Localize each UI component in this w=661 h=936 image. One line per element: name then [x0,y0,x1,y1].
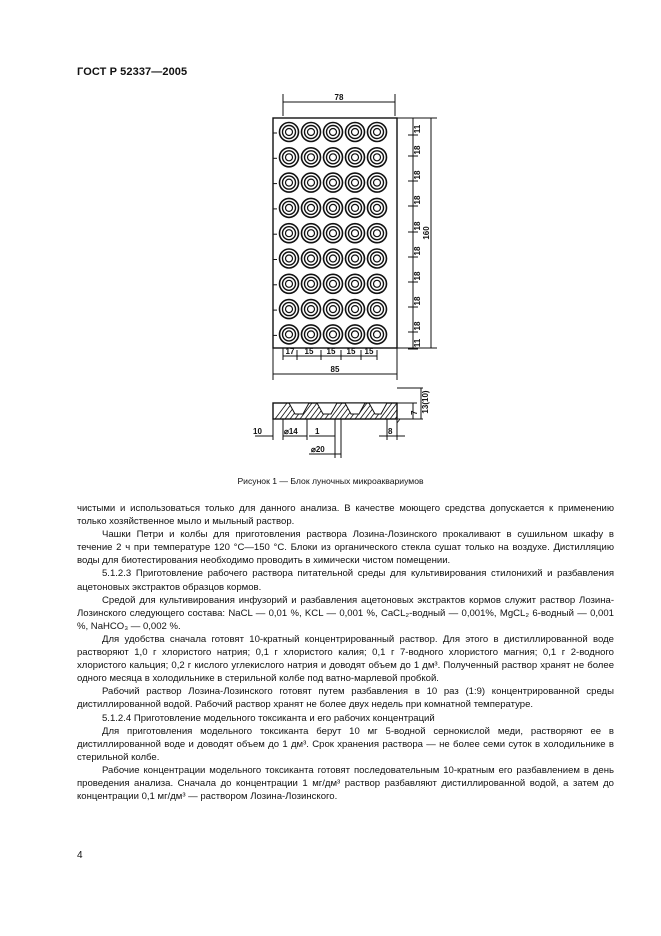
dim-row-spacing: 18 [413,195,422,205]
well-icon [368,148,387,167]
well-icon [280,148,299,167]
well-icon [368,198,387,217]
well-icon [346,249,365,268]
dim-section-diam: ⌀14 [284,427,298,436]
paragraph: Рабочий раствор Лозина-Лозинского готовят путем разбавления в 10 раз (1:9) концентрированной среды дистиллированной водой. Рабочий раствор хранят не более двух недель при комнатной температуре. [77,686,614,711]
well-icon [280,224,299,243]
well-icon [368,300,387,319]
figure-caption: Рисунок 1 — Блок луночных микроаквариумов [237,476,424,486]
paragraph: Чашки Петри и колбы для приготовления раствора Лозина-Лозинского прокаливают в сушильном шкафу в течение 2 ч при температуре 120 °С—150 °С. Блоки из органического стекла сушат только на воздухе. Дистилляцию воды для биотестирования необходимо проводить в химически чистом помещении. [77,529,614,567]
well-icon [280,274,299,293]
well-icon [302,123,321,142]
well-icon [368,325,387,344]
well-icon [324,148,343,167]
dim-col-spacing: 15 [346,347,356,356]
well-icon [280,198,299,217]
page-number: 4 [77,850,83,861]
well-icon [324,325,343,344]
dim-row-spacing: 18 [413,296,422,306]
section-heading: 5.1.2.3 Приготовление рабочего раствора питательной среды для культивирования стилонихий и разбавления ацетоновых экстрактов образцов кормов. [77,568,614,593]
body-text [77,502,614,803]
well-icon [346,224,365,243]
well-icon [324,224,343,243]
dim-section-height: 13(10) [421,390,430,414]
well-icon [280,249,299,268]
well-icon [302,224,321,243]
well-icon [324,198,343,217]
paragraph: Рабочие концентрации модельного токсиканта готовят последовательным 10-кратным его разбавлением в день проведения анализа. Сначала до концентрации 1 мг/дм³ раствор разбавляют дистиллированной водой, а затем до концентрации 0,1 мг/дм³ — раствором Лозина-Лозинского. [77,764,614,803]
well-icon [346,173,365,192]
well-icon [280,173,299,192]
well-icon [324,173,343,192]
dim-section-left: 10 [253,427,262,436]
dim-col-spacing: 17 [285,347,295,356]
figure-drawing [245,88,445,460]
well-icon [302,173,321,192]
dim-row-spacing: 18 [413,170,422,180]
well-icon [324,249,343,268]
paragraph: Для удобства сначала готовят 10-кратный концентрированный раствор. Для этого в дистиллированной воде растворяют 1,0 г хлористого натрия; 0,1 г хлористого калия; 0,1 г 7-водного хлористого магния; 0,1 г 2-водного хлористого кальция; 0,2 г кислого углекислого натрия и доводят объем до 1 дм³. Полученный раствор хранят не более одного месяца в холодильнике в стерильной колбе под ватно-марлевой пробкой. [77,633,614,685]
well-icon [280,325,299,344]
dim-row-spacing: 18 [413,221,422,231]
dim-section-right: 8 [388,427,393,436]
paragraph: Для приготовления модельного токсиканта берут 10 мг 5-водной сернокислой меди, растворяют ее в дистиллированной воде и доводят объем до 1 дм³. Срок хранения раствора — не более семи суток в холодильнике в стерильной колбе. [77,725,614,763]
dim-top-width: 78 [334,93,344,102]
dim-row-spacing: 18 [413,145,422,155]
dim-row-spacing: 11 [413,124,422,134]
well-icon [302,249,321,268]
well-icon [280,300,299,319]
dim-section-bottom: ⌀20 [311,445,325,454]
section-heading: 5.1.2.4 Приготовление модельного токсиканта и его рабочих концентраций [102,712,435,724]
well-icon [368,173,387,192]
well-icon [302,300,321,319]
document-header: ГОСТ Р 52337—2005 [77,66,188,78]
dim-height: 160 [422,226,431,240]
well-icon [346,148,365,167]
dim-col-spacing: 15 [326,347,336,356]
paragraph: Средой для культивирования инфузорий и разбавления ацетоновых экстрактов кормов служит раствор Лозина-Лозинского следующего состава: NaCL — 0,01 %, KCL — 0,001 %, CaCL₂-водный — 0,001%, MgCL₂ 6-водный — 0,001 %, NaHCO₃ — 0,002 %. [77,594,614,632]
paragraph: чистыми и использоваться только для данного анализа. В качестве моющего средства допускается к применению только хозяйственное мыло и мыльный раствор. [77,503,614,528]
well-icon [346,123,365,142]
well-icon [346,274,365,293]
well-icon [346,300,365,319]
dim-row-spacing: 18 [413,246,422,256]
well-icon [346,325,365,344]
well-icon [324,274,343,293]
well-icon [368,249,387,268]
figure-microaquarium-block [245,88,445,460]
well-icon [302,198,321,217]
well-icon [368,123,387,142]
well-icon [324,123,343,142]
dim-row-spacing: 18 [413,271,422,281]
well-icon [302,274,321,293]
well-icon [368,224,387,243]
dim-col-spacing: 15 [364,347,374,356]
dim-row-spacing: 11 [413,338,422,348]
well-icon [302,325,321,344]
dim-section-thickness: 7 [410,410,419,415]
well-icon [302,148,321,167]
well-icon [280,123,299,142]
dim-row-spacing: 18 [413,321,422,331]
dim-bottom-width: 85 [330,365,340,374]
well-icon [324,300,343,319]
well-icon [346,198,365,217]
dim-section-one: 1 [315,427,320,436]
dim-col-spacing: 15 [304,347,314,356]
well-icon [368,274,387,293]
